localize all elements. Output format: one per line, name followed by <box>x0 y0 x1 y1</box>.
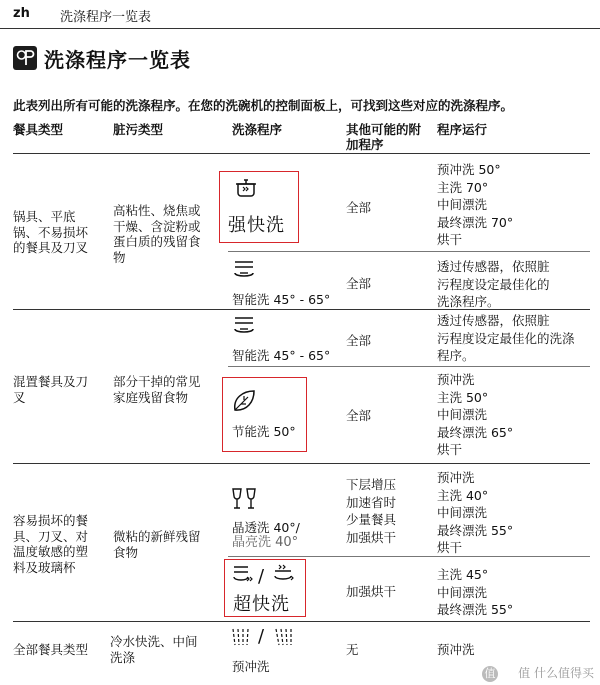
program-auto-label: 智能洗 45° - 65° <box>232 348 331 363</box>
row3-sub-divider <box>228 556 590 557</box>
row3-dish-type: 容易损坏的餐 具、刀叉、对 温度敏感的塑 料及玻璃杯 <box>13 513 89 575</box>
intensive-options: 全部 <box>346 200 372 215</box>
auto-sequence: 透过传感器，依照脏 污程度设定最佳化的 洗涤程序。 <box>437 259 550 309</box>
row1-sub-divider <box>228 251 590 252</box>
glass-sequence: 预冲洗 主洗 40° 中间漂洗 最终漂洗 55° 烘干 <box>437 470 514 555</box>
auto-options: 全部 <box>346 333 372 348</box>
program-auto-label: 智能洗 45° - 65° <box>232 292 331 307</box>
header-rule <box>13 153 590 154</box>
row2-soil-type: 部分干掉的常见 家庭残留食物 <box>113 374 201 405</box>
program-quick-label: 超快洗 <box>233 594 290 615</box>
spray-icon <box>230 626 254 652</box>
row2-sub-divider <box>228 366 590 367</box>
quick-sequence: 主洗 45° 中间漂洗 最终漂洗 55° <box>437 567 514 617</box>
row1-rule <box>13 309 590 310</box>
row2-rule <box>13 463 590 464</box>
language-code: zh <box>13 6 30 21</box>
eco-options: 全部 <box>346 408 372 423</box>
col-header-program: 洗涤程序 <box>232 122 283 137</box>
glass-options: 下层增压 加速省时 少量餐具 加强烘干 <box>346 477 397 545</box>
section-title: 洗涤程序一览表 <box>44 48 191 72</box>
auto-options: 全部 <box>346 276 372 291</box>
row3-rule <box>13 621 590 622</box>
col-header-sequence: 程序运行 <box>437 122 488 137</box>
leaf-icon <box>231 388 257 418</box>
program-prerinse-label: 预冲洗 <box>232 659 270 674</box>
auto-sequence: 透过传感器，依照脏 污程度设定最佳化的洗涤 程序。 <box>437 313 575 363</box>
smzdm-logo-icon: 值 <box>482 666 498 682</box>
col-header-options: 其他可能的附 加程序 <box>346 122 422 152</box>
col-header-dish-type: 餐具类型 <box>13 122 64 137</box>
row1-soil-type: 高粘性、烧焦或 干燥、含淀粉或 蛋白质的残留食 物 <box>113 203 201 265</box>
program-glass-label: 晶透洗 40°/ <box>232 520 300 535</box>
pot-icon <box>233 176 259 202</box>
row3-soil-type: 微粘的新鲜残留 食物 <box>113 529 201 560</box>
row1-dish-type: 锅具、平底 锅、不易损坏 的餐具及刀叉 <box>13 209 89 255</box>
quick-wash-alt-icon <box>272 563 296 589</box>
intro-text: 此表列出所有可能的洗涤程序。在您的洗碗机的控制面板上，可找到这些对应的洗涤程序。 <box>13 98 514 113</box>
program-intensive-label: 强快洗 <box>228 215 285 236</box>
plate-stack-icon <box>232 314 256 342</box>
plate-stack-icon <box>232 258 256 286</box>
col-header-soil-type: 脏污类型 <box>113 122 164 137</box>
prerinse-sequence: 预冲洗 <box>437 642 475 657</box>
row2-dish-type: 混置餐具及刀 叉 <box>13 374 89 405</box>
spray-alt-icon <box>272 626 296 652</box>
programs-book-icon <box>13 46 37 70</box>
quick-options: 加强烘干 <box>346 584 397 599</box>
eco-sequence: 预冲洗 主洗 50° 中间漂洗 最终漂洗 65° 烘干 <box>437 372 514 457</box>
header-divider <box>0 28 600 29</box>
row4-dish-type: 全部餐具类型 <box>13 642 89 657</box>
quick-wash-icon <box>232 563 254 589</box>
watermark: 值 什么值得买 <box>518 666 594 680</box>
quick-separator: / <box>258 566 266 587</box>
intensive-sequence: 预冲洗 50° 主洗 70° 中间漂洗 最终漂洗 70° 烘干 <box>437 162 514 247</box>
prerinse-options: 无 <box>346 642 359 657</box>
program-glass-label-2: 晶亮洗 40° <box>232 535 299 550</box>
wine-glass-icon <box>231 487 259 515</box>
header-title: 洗涤程序一览表 <box>60 10 152 25</box>
program-eco-label: 节能洗 50° <box>232 424 296 439</box>
prerinse-separator: / <box>258 626 266 647</box>
row4-soil-type: 冷水快洗、中间 洗涤 <box>110 634 198 665</box>
